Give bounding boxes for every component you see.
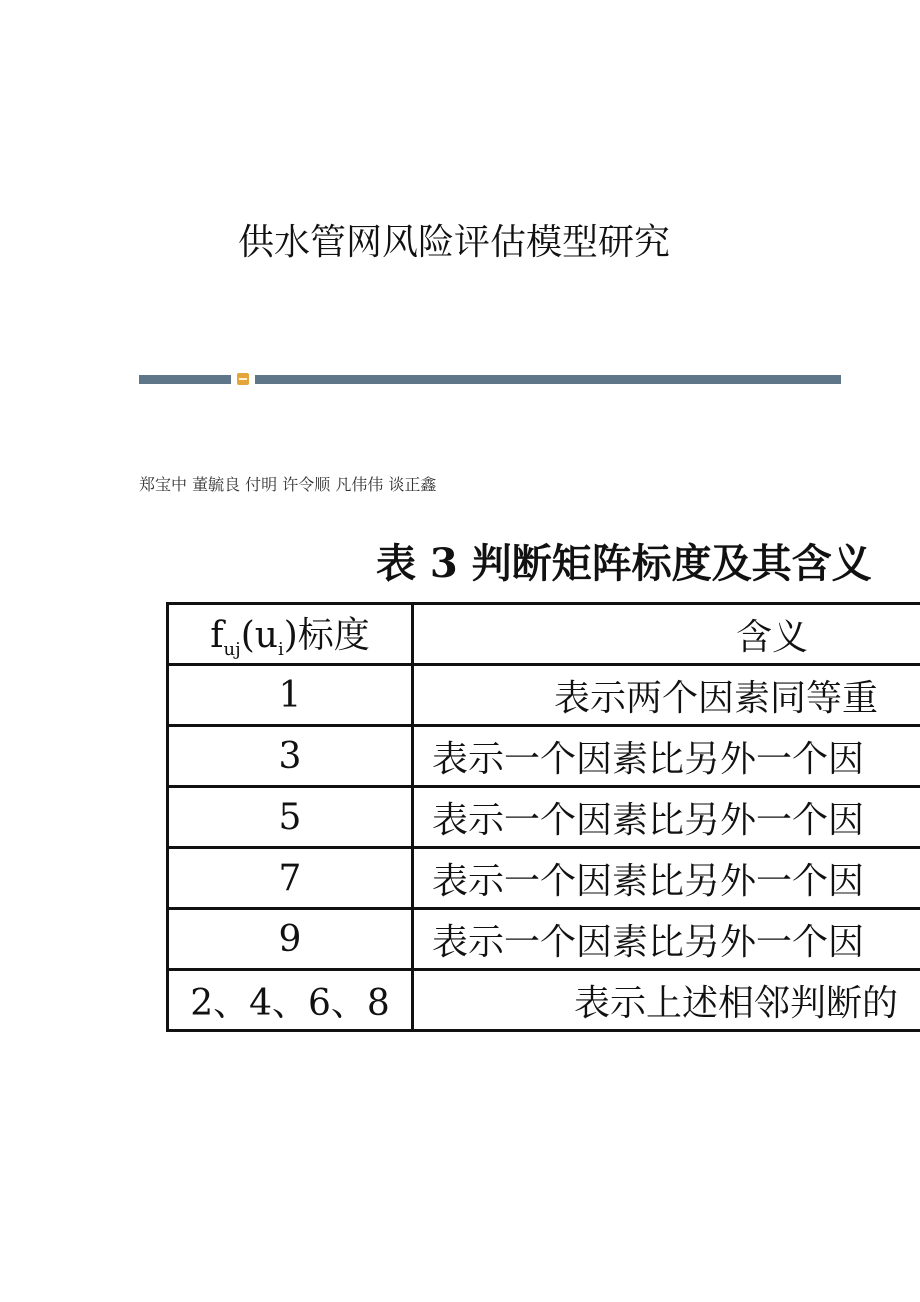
table-row bbox=[168, 665, 920, 726]
meaning-cell: 表示两个因素同等重 bbox=[413, 665, 920, 726]
scale-cell: 7 bbox=[168, 848, 413, 909]
meaning-cell: 表示一个因素比另外一个因 bbox=[413, 787, 920, 848]
table-row bbox=[168, 726, 920, 787]
scale-table bbox=[166, 602, 920, 1032]
meaning-cell: 表示一个因素比另外一个因 bbox=[413, 726, 920, 787]
header-scale-close: )标度 bbox=[283, 615, 370, 657]
table-header-row bbox=[168, 604, 920, 665]
scale-cell: 2、4、6、8 bbox=[168, 970, 413, 1031]
title-divider bbox=[139, 375, 841, 384]
scale-cell: 3 bbox=[168, 726, 413, 787]
table-row bbox=[168, 848, 920, 909]
divider-bar-right bbox=[255, 375, 841, 384]
table-caption: 表 3 判断矩阵标度及其含义 bbox=[376, 540, 872, 587]
scale-table-container bbox=[166, 602, 920, 1050]
meaning-cell: 表示一个因素比另外一个因 bbox=[413, 848, 920, 909]
header-scale-open: (u bbox=[240, 615, 278, 657]
divider-emblem-icon bbox=[237, 373, 249, 385]
scale-cell: 5 bbox=[168, 787, 413, 848]
scale-cell: 1 bbox=[168, 665, 413, 726]
header-scale-f: f bbox=[210, 615, 224, 657]
meaning-cell: 表示一个因素比另外一个因 bbox=[413, 909, 920, 970]
header-scale-sub-i: i bbox=[277, 639, 284, 661]
meaning-cell: 表示上述相邻判断的 bbox=[413, 970, 920, 1031]
table-row bbox=[168, 787, 920, 848]
header-meaning: 含义 bbox=[413, 604, 920, 665]
header-scale-sub-uj: uj bbox=[223, 639, 241, 661]
header-scale bbox=[168, 604, 413, 665]
divider-bar-left bbox=[139, 375, 231, 384]
author-list: 郑宝中 董毓良 付明 许令顺 凡伟伟 谈正鑫 bbox=[139, 475, 437, 494]
document-title: 供水管网风险评估模型研究 bbox=[238, 222, 671, 263]
table-row bbox=[168, 909, 920, 970]
table-row bbox=[168, 970, 920, 1031]
scale-cell: 9 bbox=[168, 909, 413, 970]
